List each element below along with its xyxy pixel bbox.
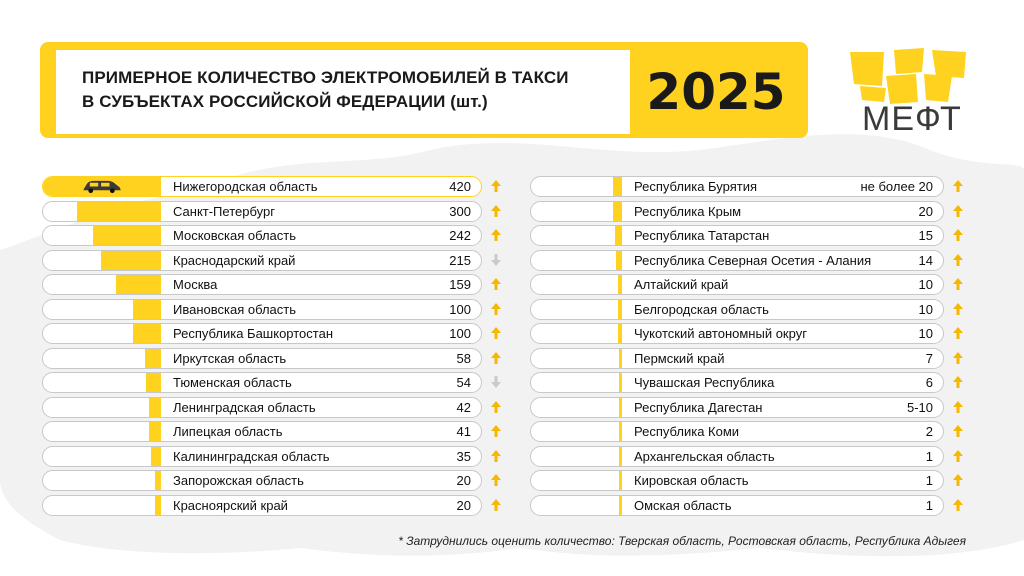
trend-up-icon bbox=[952, 473, 964, 487]
value-label: 20 bbox=[918, 203, 933, 219]
trend-up-icon bbox=[952, 277, 964, 291]
trend-up-icon bbox=[490, 400, 502, 414]
trend-up-icon bbox=[952, 351, 964, 365]
region-label: Краснодарский край bbox=[173, 252, 296, 268]
region-row bbox=[42, 323, 482, 344]
trend-up-icon bbox=[952, 424, 964, 438]
value-bar bbox=[77, 202, 161, 221]
value-label: 15 bbox=[918, 228, 933, 243]
region-label: Тюменская область bbox=[173, 375, 292, 390]
region-row bbox=[42, 495, 482, 516]
value-label: 58 bbox=[456, 350, 471, 366]
value-label: 242 bbox=[449, 228, 471, 243]
value-bar bbox=[618, 275, 623, 294]
value-label: 20 bbox=[456, 497, 471, 513]
region-row bbox=[530, 397, 944, 418]
value-bar bbox=[155, 496, 161, 515]
region-label: Московская область bbox=[173, 228, 297, 243]
value-bar bbox=[151, 447, 161, 466]
region-row bbox=[42, 348, 482, 369]
region-row bbox=[530, 495, 944, 516]
value-label: 7 bbox=[925, 350, 933, 366]
region-row bbox=[42, 299, 482, 320]
value-bar bbox=[146, 373, 161, 392]
region-row bbox=[530, 250, 944, 271]
region-label: Республика Дагестан bbox=[634, 399, 763, 415]
region-row bbox=[42, 250, 482, 271]
footnote: * Затруднились оценить количество: Тверская область, Ростовская область, Республика Адыгея bbox=[398, 534, 966, 548]
region-row bbox=[530, 470, 944, 491]
region-row bbox=[42, 421, 482, 442]
region-label: Республика Бурятия bbox=[634, 179, 758, 194]
trend-up-icon bbox=[952, 326, 964, 340]
trend-up-icon bbox=[952, 302, 964, 316]
value-bar bbox=[133, 324, 161, 343]
taxi-car-icon bbox=[80, 179, 124, 194]
region-label: Санкт-Петербург bbox=[173, 203, 275, 219]
value-bar bbox=[616, 251, 622, 270]
region-label: Калининградская область bbox=[173, 448, 330, 464]
value-bar bbox=[619, 398, 622, 417]
value-bar bbox=[618, 324, 623, 343]
value-bar bbox=[145, 349, 161, 368]
value-bar bbox=[619, 447, 622, 466]
region-label: Республика Северная Осетия - Алания bbox=[634, 252, 872, 268]
region-row bbox=[530, 176, 944, 197]
region-label: Иркутская область bbox=[173, 350, 287, 366]
region-label: Красноярский край bbox=[173, 497, 288, 513]
region-label: Архангельская область bbox=[634, 448, 775, 464]
value-bar bbox=[615, 226, 622, 245]
value-label: 35 bbox=[456, 448, 471, 464]
value-bar bbox=[149, 398, 161, 417]
region-row bbox=[42, 446, 482, 467]
region-row bbox=[530, 274, 944, 295]
value-label: 20 bbox=[456, 473, 471, 488]
value-bar bbox=[101, 251, 161, 270]
region-row bbox=[42, 397, 482, 418]
trend-up-icon bbox=[490, 449, 502, 463]
value-bar bbox=[613, 177, 622, 196]
trend-up-icon bbox=[490, 424, 502, 438]
value-label: 1 bbox=[925, 448, 933, 464]
region-row bbox=[530, 446, 944, 467]
region-label: Запорожская область bbox=[173, 473, 304, 488]
region-label: Нижегородская область bbox=[173, 179, 318, 194]
value-bar bbox=[116, 275, 161, 294]
value-bar bbox=[619, 496, 622, 515]
trend-up-icon bbox=[490, 204, 502, 218]
region-label: Москва bbox=[173, 277, 218, 292]
trend-up-icon bbox=[952, 400, 964, 414]
region-label: Белгородская область bbox=[634, 301, 769, 317]
region-label: Республика Крым bbox=[634, 203, 742, 219]
value-label: не более 20 bbox=[860, 179, 933, 194]
region-row bbox=[530, 348, 944, 369]
value-bar bbox=[619, 373, 622, 392]
region-label: Республика Татарстан bbox=[634, 228, 770, 243]
value-label: 10 bbox=[918, 277, 933, 292]
region-row bbox=[530, 225, 944, 246]
value-label: 41 bbox=[456, 424, 471, 439]
region-label: Чувашская Республика bbox=[634, 375, 775, 390]
value-label: 300 bbox=[449, 203, 471, 219]
region-label: Республика Коми bbox=[634, 424, 740, 439]
value-bar bbox=[619, 471, 622, 490]
trend-up-icon bbox=[490, 326, 502, 340]
value-label: 14 bbox=[918, 252, 933, 268]
value-bar bbox=[149, 422, 161, 441]
trend-up-icon bbox=[952, 498, 964, 512]
value-label: 420 bbox=[449, 179, 471, 194]
year-label: 2025 bbox=[646, 63, 786, 121]
region-label: Чукотский автономный округ bbox=[634, 326, 807, 341]
value-label: 54 bbox=[456, 375, 471, 390]
trend-up-icon bbox=[490, 473, 502, 487]
trend-up-icon bbox=[952, 449, 964, 463]
value-bar bbox=[155, 471, 161, 490]
value-label: 100 bbox=[449, 326, 471, 341]
region-label: Ленинградская область bbox=[173, 399, 316, 415]
trend-up-icon bbox=[490, 302, 502, 316]
region-row bbox=[42, 274, 482, 295]
region-label: Липецкая область bbox=[173, 424, 283, 439]
trend-up-icon bbox=[490, 498, 502, 512]
region-label: Омская область bbox=[634, 497, 732, 513]
trend-up-icon bbox=[490, 179, 502, 193]
region-row bbox=[42, 225, 482, 246]
value-label: 2 bbox=[925, 424, 933, 439]
trend-up-icon bbox=[952, 253, 964, 267]
value-label: 1 bbox=[925, 497, 933, 513]
trend-up-icon bbox=[952, 204, 964, 218]
trend-up-icon bbox=[490, 351, 502, 365]
region-row bbox=[530, 372, 944, 393]
region-row bbox=[530, 323, 944, 344]
value-bar bbox=[133, 300, 161, 319]
region-row bbox=[530, 421, 944, 442]
region-row bbox=[42, 372, 482, 393]
trend-up-icon bbox=[490, 228, 502, 242]
value-label: 5-10 bbox=[906, 399, 933, 415]
region-label: Кировская область bbox=[634, 473, 749, 488]
region-label: Алтайский край bbox=[634, 277, 729, 292]
region-label: Пермский край bbox=[634, 350, 725, 366]
trend-up-icon bbox=[952, 375, 964, 389]
region-row bbox=[42, 201, 482, 222]
title-line-1: ПРИМЕРНОЕ КОЛИЧЕСТВО ЭЛЕКТРОМОБИЛЕЙ В ТАКСИ bbox=[82, 68, 569, 87]
value-label: 1 bbox=[925, 473, 933, 488]
region-row bbox=[530, 201, 944, 222]
page-title bbox=[82, 66, 622, 114]
trend-down-icon bbox=[490, 375, 502, 389]
value-label: 215 bbox=[449, 252, 471, 268]
value-label: 10 bbox=[918, 301, 933, 317]
value-label: 10 bbox=[918, 326, 933, 341]
region-row bbox=[42, 470, 482, 491]
trend-down-icon bbox=[490, 253, 502, 267]
title-line-2: В СУБЪЕКТАХ РОССИЙСКОЙ ФЕДЕРАЦИИ (шт.) bbox=[82, 92, 488, 111]
value-label: 6 bbox=[925, 375, 933, 390]
logo-text: МЕФТ bbox=[862, 100, 962, 138]
trend-up-icon bbox=[952, 179, 964, 193]
value-bar bbox=[618, 300, 623, 319]
value-bar bbox=[619, 422, 622, 441]
value-label: 42 bbox=[456, 399, 471, 415]
region-label: Ивановская область bbox=[173, 301, 296, 317]
trend-up-icon bbox=[952, 228, 964, 242]
region-row bbox=[530, 299, 944, 320]
value-bar bbox=[619, 349, 622, 368]
value-bar bbox=[93, 226, 161, 245]
value-bar bbox=[613, 202, 622, 221]
value-label: 159 bbox=[449, 277, 471, 292]
value-label: 100 bbox=[449, 301, 471, 317]
trend-up-icon bbox=[490, 277, 502, 291]
region-label: Республика Башкортостан bbox=[173, 326, 333, 341]
